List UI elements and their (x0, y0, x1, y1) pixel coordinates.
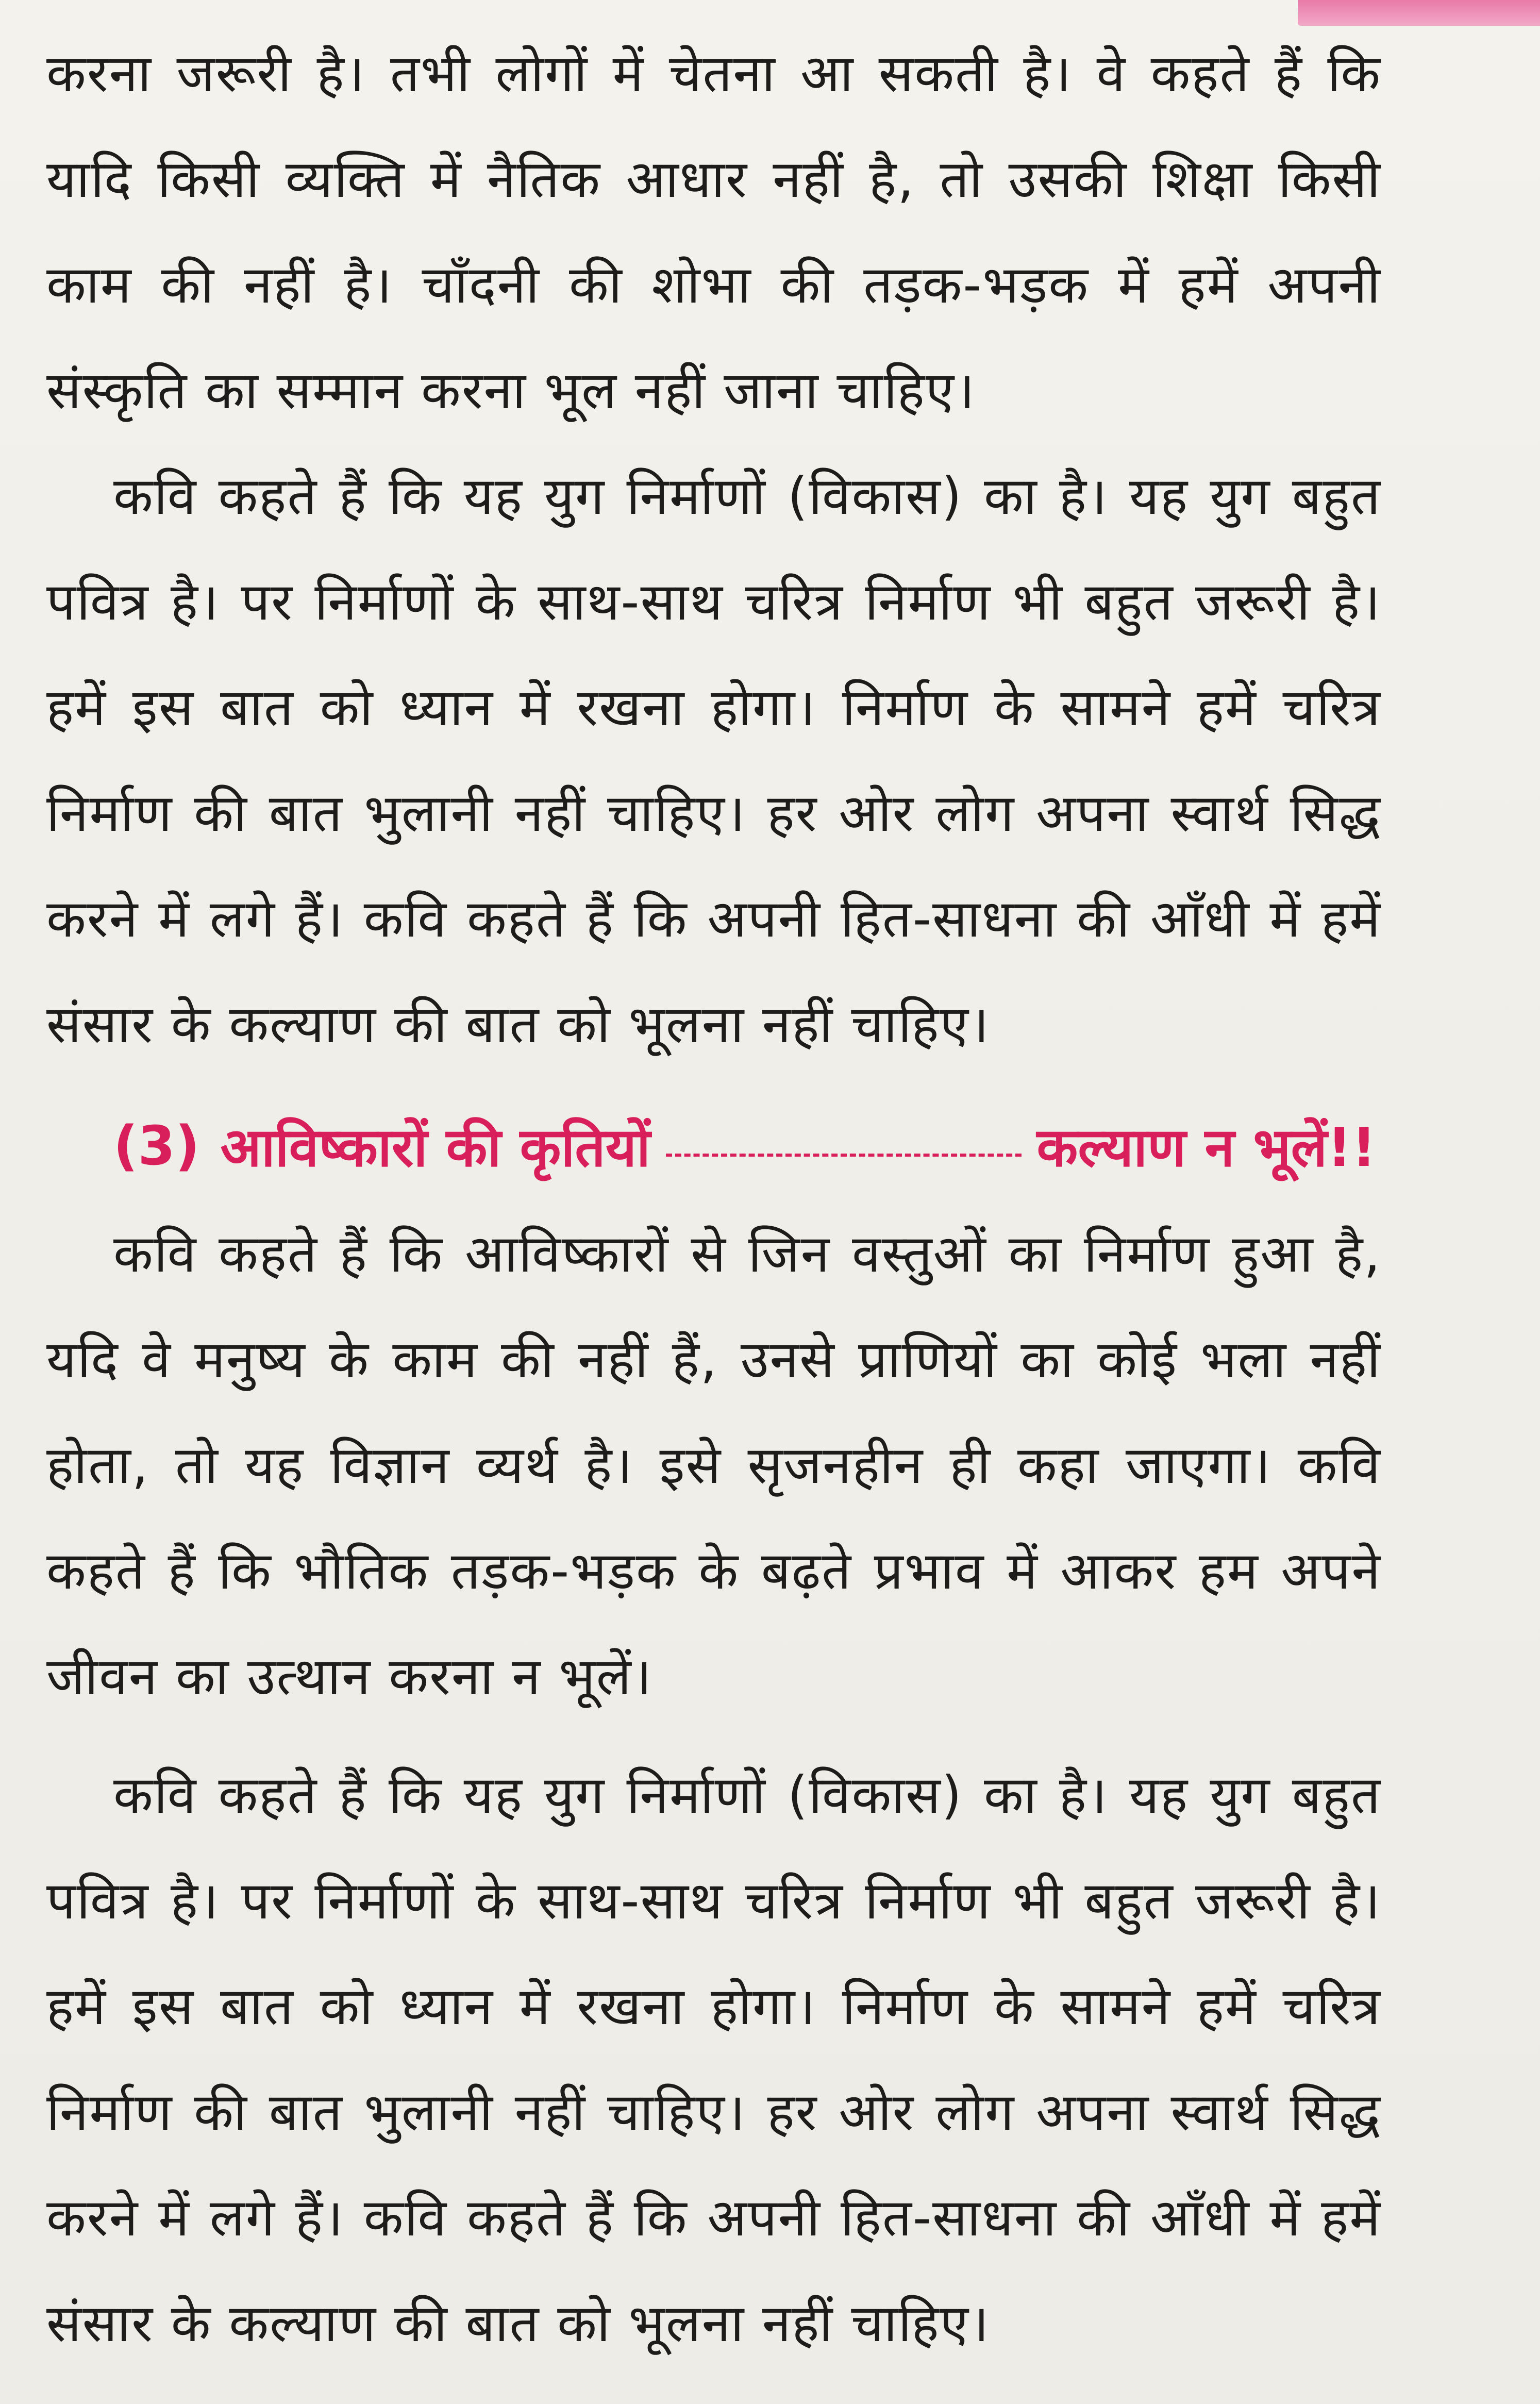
paragraph-continuation (46, 21, 1381, 443)
paragraph-text: करना जरूरी है। तभी लोगों में चेतना आ सकती है। वे कहते हैं कि यादि किसी व्यक्ति में नैतिक आधार नहीं है, तो उसकी शिक्षा किसी काम की नहीं है। चाँदनी की शोभा की तड़क-भड़क में हमें अपनी संस्कृति का सम्मान करना भूल नहीं जाना चाहिए। (46, 43, 1381, 421)
heading-right-phrase: कल्याण न भूलें!! (1036, 1116, 1376, 1179)
paragraph-2 (46, 443, 1381, 1077)
heading-row (46, 1093, 1381, 1198)
paragraph-3 (46, 1201, 1381, 1729)
paragraph-text: कवि कहते हैं कि आविष्कारों से जिन वस्तुओं का निर्माण हुआ है, यदि वे मनुष्य के काम की नहीं हैं, उनसे प्राणियों का कोई भला नहीं होता, तो यह विज्ञान व्यर्थ है। इसे सृजनहीन ही कहा जाएगा। कवि कहते हैं कि भौतिक तड़क-भड़क के बढ़ते प्रभाव में आकर हम अपने जीवन का उत्थान करना न भूलें। (46, 1224, 1381, 1707)
paragraph-4 (46, 1742, 1381, 2376)
heading-left-phrase: आविष्कारों की कृतियों (220, 1116, 650, 1179)
paragraph-text: कवि कहते हैं कि यह युग निर्माणों (विकास) का है। यह युग बहुत पवित्र है। पर निर्माणों के साथ-साथ चरित्र निर्माण भी बहुत जरूरी है। हमें इस बात को ध्यान में रखना होगा। निर्माण के सामने हमें चरित्र निर्माण की बात भुलानी नहीं चाहिए। हर ओर लोग अपना स्वार्थ सिद्ध करने में लगे हैं। कवि कहते हैं कि अपनी हित-साधना की आँधी में हमें संसार के कल्याण की बात को भूलना नहीं चाहिए। (46, 1765, 1381, 2353)
heading-number: (3) (113, 1114, 200, 1177)
paragraph-text: कवि कहते हैं कि यह युग निर्माणों (विकास) का है। यह युग बहुत पवित्र है। पर निर्माणों के साथ-साथ चरित्र निर्माण भी बहुत जरूरी है। हमें इस बात को ध्यान में रखना होगा। निर्माण के सामने हमें चरित्र निर्माण की बात भुलानी नहीं चाहिए। हर ओर लोग अपना स्वार्थ सिद्ध करने में लगे हैं। कवि कहते हैं कि अपनी हित-साधना की आँधी में हमें संसार के कल्याण की बात को भूलना नहीं चाहिए। (46, 466, 1381, 1055)
section-heading (46, 1093, 1381, 1198)
dotted-leader (666, 1154, 1022, 1157)
